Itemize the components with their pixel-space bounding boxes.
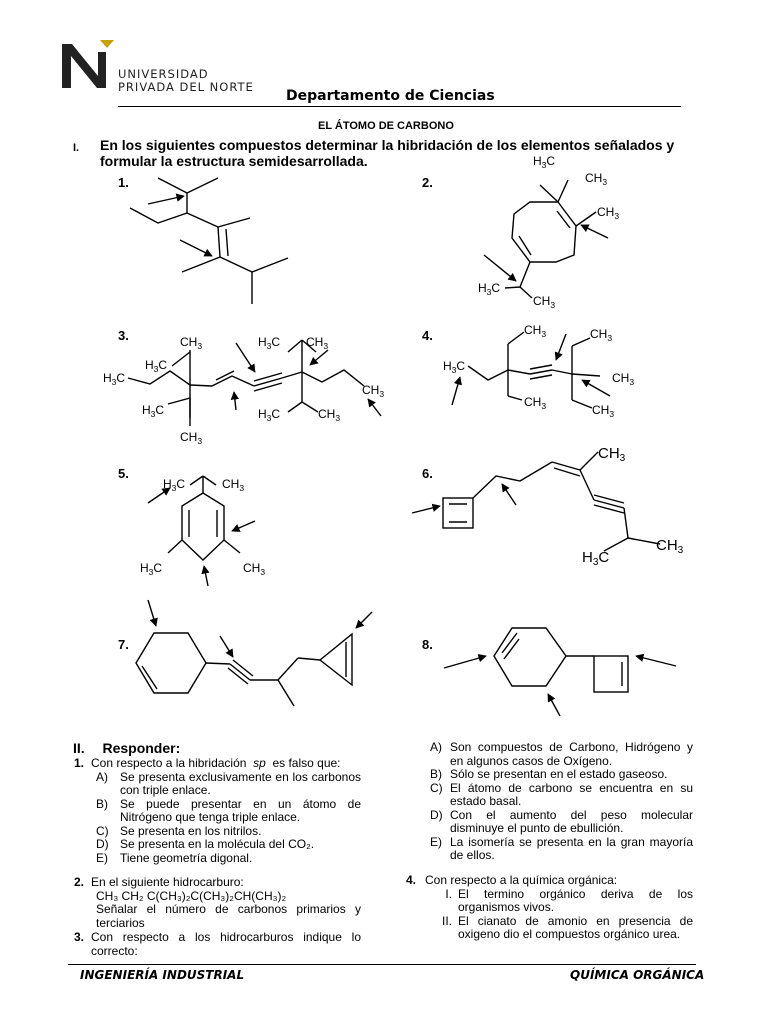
page-title: EL ÁTOMO DE CARBONO <box>318 120 454 132</box>
svg-text:CH3: $CH_3$ <box>318 407 341 423</box>
q3-option-a: A) Son compuestos de Carbono, Hidrógeno y en algunos casos de Oxígeno. <box>430 740 693 768</box>
svg-text:CH3: $CH_3$ <box>524 395 547 411</box>
q2-instruction: Señalar el número de carbonos primarios y terciarios <box>96 902 361 930</box>
svg-text:CH3: $CH_3$ <box>362 383 385 399</box>
footer-right: QUÍMICA ORGÁNICA <box>570 968 705 982</box>
section2-heading <box>73 740 180 756</box>
svg-text:H3C: $H_3C$ <box>142 403 165 419</box>
university-line1: UNIVERSIDAD <box>118 67 209 81</box>
q3-option-e: E) La isomería se presenta en la gran mayoría de ellos. <box>430 834 693 862</box>
compound-label-6: 6. <box>422 466 433 481</box>
question-2 <box>74 876 361 930</box>
svg-text:CH3: $CH_3$ <box>592 403 615 419</box>
svg-text:H3C: $H_3C$ <box>103 371 126 387</box>
svg-text:H3C: $H_3C$ <box>533 154 556 170</box>
compound-label-1: 1. <box>118 175 129 190</box>
q3-option-b: B) Sólo se presentan en el estado gaseoso. <box>430 767 668 781</box>
svg-text:CH3: $CH_3$ <box>222 477 245 493</box>
q4-item-2: II. El cianato de amonio en presencia de oxigeno dio el compuestos orgánico urea. <box>441 913 693 941</box>
q1-option-a: A) Se presenta exclusivamente en los carbonos con triple enlace. <box>96 769 361 797</box>
compound-6-structure <box>412 452 660 551</box>
q2-number: 2. <box>74 875 85 889</box>
svg-text:CH3: $CH_3$ <box>180 335 203 351</box>
svg-text:H3C: $H_3C$ <box>163 477 186 493</box>
compound-7-structure <box>136 600 372 706</box>
section2-roman: II. <box>73 740 85 756</box>
q3-text: Con respecto a los hidrocarburos indique lo correcto: <box>91 930 361 958</box>
svg-text:H3C: $H_3C$ <box>145 358 168 374</box>
q1-number: 1. <box>74 756 85 770</box>
compound-label-7: 7. <box>118 637 129 652</box>
svg-text:H3C: $H_3C$ <box>478 281 501 297</box>
svg-text:CH3: $CH_3$ <box>306 335 329 351</box>
university-line2: PRIVADA DEL NORTE <box>118 80 254 94</box>
compound-label-3: 3. <box>118 328 129 343</box>
compound-label-8: 8. <box>422 637 433 652</box>
q1-option-b: B) Se puede presentar en un átomo de Nitrógeno que tenga triple enlace. <box>96 796 361 824</box>
svg-text:CH3: $CH_3$ <box>533 294 556 310</box>
question-4 <box>406 874 693 942</box>
svg-text:H3C: $H_3C$ <box>258 335 281 351</box>
q3-number: 3. <box>74 930 85 944</box>
q3-option-d: D) Con el aumento del peso molecular disminuye el punto de ebullición. <box>430 807 693 835</box>
compound-label-5: 5. <box>118 466 129 481</box>
svg-text:CH3: $CH_3$ <box>585 171 608 187</box>
footer-left: INGENIERÍA INDUSTRIAL <box>80 968 245 982</box>
compound-8-structure <box>444 628 676 716</box>
question-1 <box>74 757 361 865</box>
svg-text:CH3: $CH_3$ <box>598 445 626 464</box>
q2-text: En el siguiente hidrocarburo: <box>91 875 244 889</box>
q4-number: 4. <box>406 873 417 887</box>
department-title: Departamento de Ciencias <box>286 88 495 104</box>
q1-option-e: E) Tiene geometría digonal. <box>96 850 253 865</box>
svg-text:H3C: $H_3C$ <box>140 561 163 577</box>
compound-2-structure <box>484 180 608 298</box>
svg-text:CH3: $CH_3$ <box>597 205 620 221</box>
compound-label-2: 2. <box>422 175 433 190</box>
svg-text:H3C: $H_3C$ <box>258 407 281 423</box>
compound-3-structure <box>128 340 381 426</box>
section2-title: Responder: <box>102 740 181 756</box>
q4-item-1: I. El termino orgánico deriva de los organismos vivos. <box>445 886 693 914</box>
q3-option-c: C) El átomo de carbono se encuentra en su estado basal. <box>430 780 693 808</box>
q1-option-d: D) Se presenta en la molécula del CO₂. <box>96 837 315 851</box>
svg-text:CH3: $CH_3$ <box>243 561 266 577</box>
q1-option-c: C) Se presenta en los nitrilos. <box>96 823 262 838</box>
q4-text: Con respecto a la química orgánica: <box>425 873 618 887</box>
svg-text:CH3: $CH_3$ <box>590 327 613 343</box>
instruction-line2: formular la estructura semidesarrollada. <box>100 153 368 169</box>
svg-text:H3C: $H_3C$ <box>582 549 610 568</box>
question-3 <box>74 931 361 958</box>
compound-label-4: 4. <box>422 328 433 343</box>
q1-stem: Con respecto a la hibridación sp es falso que: <box>91 756 341 770</box>
instruction-line1: En los siguientes compuestos determinar la hibridación de los elementos señalados y <box>100 137 675 153</box>
svg-text:CH3: $CH_3$ <box>612 371 635 387</box>
footer-rule <box>68 964 696 965</box>
svg-text:CH3: $CH_3$ <box>180 430 203 446</box>
svg-text:CH3: $CH_3$ <box>524 323 547 339</box>
q2-formula: CH₃ CH₂ C(CH₃)₂C(CH₃)₂CH(CH₃)₂ <box>96 888 287 903</box>
section1-roman: I. <box>73 142 80 154</box>
compound-1-structure <box>130 178 288 304</box>
q3-options <box>430 741 693 863</box>
svg-text:H3C: $H_3C$ <box>443 359 466 375</box>
svg-text:CH3: $CH_3$ <box>656 537 684 556</box>
